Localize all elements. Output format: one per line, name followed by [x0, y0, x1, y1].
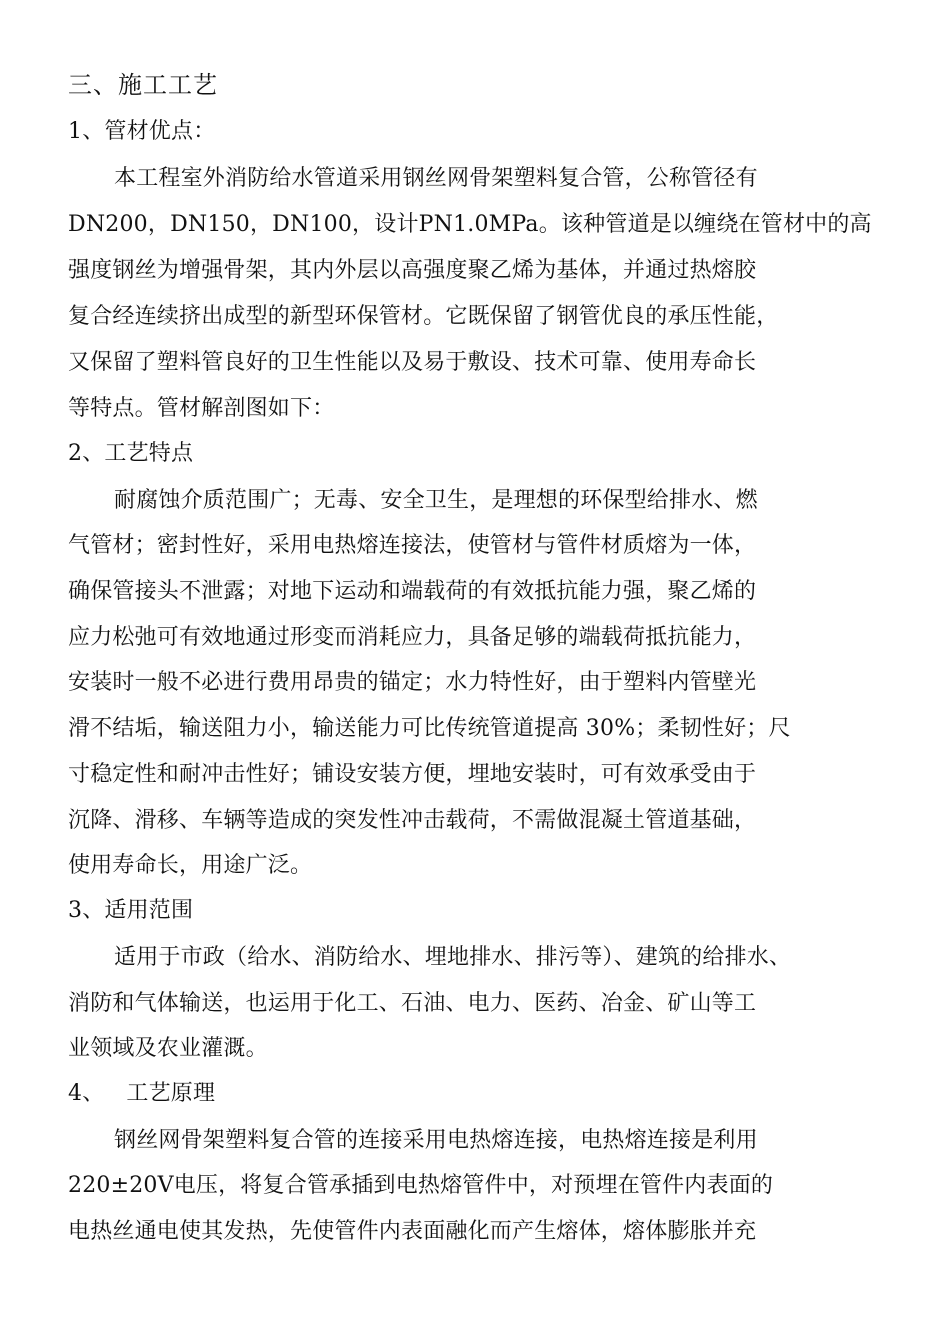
section-heading-4-text: 工艺原理: [126, 1081, 216, 1106]
paragraph-line: 复合经连续挤出成型的新型环保管材。它既保留了钢管优良的承压性能，: [68, 304, 779, 329]
section-heading-3: 3、适用范围: [68, 898, 194, 923]
paragraph-line: 使用寿命长，用途广泛。: [68, 853, 313, 878]
paragraph-line: 钢丝网骨架塑料复合管的连接采用电热熔连接，电热熔连接是利用: [114, 1128, 758, 1153]
paragraph-line: 本工程室外消防给水管道采用钢丝网骨架塑料复合管，公称管径有: [114, 166, 758, 191]
paragraph-line: 适用于市政（给水、消防给水、埋地排水、排污等）、建筑的给排水、: [114, 945, 792, 970]
paragraph-line: 滑不结垢，输送阻力小，输送能力可比传统管道提高 30%；柔韧性好；尺: [68, 716, 791, 741]
paragraph-line: 强度钢丝为增强骨架，其内外层以高强度聚乙烯为基体，并通过热熔胶: [68, 258, 757, 283]
paragraph-line: 等特点。管材解剖图如下：: [68, 396, 335, 421]
section-heading-4: [68, 1081, 215, 1107]
paragraph-line: 寸稳定性和耐冲击性好；铺设安装方便，埋地安装时，可有效承受由于: [68, 762, 757, 787]
paragraph-line: 气管材；密封性好，采用电热熔连接法，使管材与管件材质熔为一体，: [68, 533, 757, 558]
paragraph-line: DN200，DN150，DN100，设计PN1.0MPa。该种管道是以缠绕在管材中的高: [68, 212, 872, 237]
section-heading-2: 2、工艺特点: [68, 441, 194, 466]
paragraph-line: 消防和气体输送，也运用于化工、石油、电力、医药、冶金、矿山等工: [68, 991, 757, 1016]
paragraph-line: 安装时一般不必进行费用昂贵的锚定；水力特性好，由于塑料内管壁光: [68, 670, 757, 695]
document-title: 三、施工工艺: [68, 71, 218, 99]
paragraph-line: 又保留了塑料管良好的卫生性能以及易于敷设、技术可靠、使用寿命长: [68, 350, 757, 375]
paragraph-line: 耐腐蚀介质范围广；无毒、安全卫生，是理想的环保型给排水、燃: [114, 488, 758, 513]
paragraph-line: 沉降、滑移、车辆等造成的突发性冲击载荷，不需做混凝土管道基础，: [68, 808, 757, 833]
paragraph-line: 应力松弛可有效地通过形变而消耗应力，具备足够的端载荷抵抗能力，: [68, 625, 757, 650]
paragraph-line: 业领域及农业灌溉。: [68, 1036, 268, 1061]
paragraph-line: 电热丝通电使其发热，先使管件内表面融化而产生熔体，熔体膨胀并充: [68, 1219, 757, 1244]
section-heading-1: 1、管材优点：: [68, 119, 216, 144]
paragraph-line: 确保管接头不泄露；对地下运动和端载荷的有效抵抗能力强，聚乙烯的: [68, 579, 757, 604]
paragraph-line: 220±20V电压，将复合管承插到电热熔管件中，对预埋在管件内表面的: [68, 1173, 774, 1198]
section-heading-4-number: 4、: [68, 1081, 105, 1106]
